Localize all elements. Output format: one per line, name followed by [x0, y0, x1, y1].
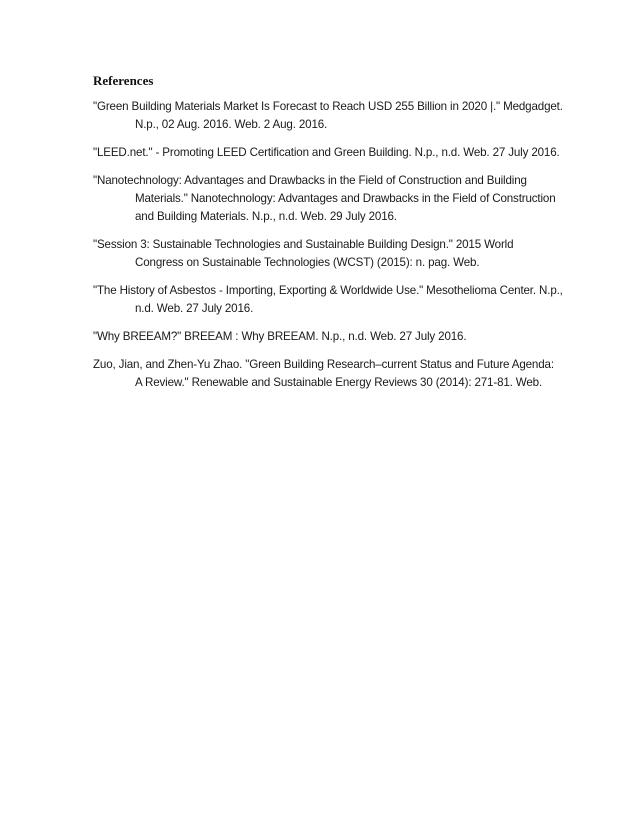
reference-list: [93, 98, 563, 392]
reference-entry-zuo-zhao: Zuo, Jian, and Zhen-Yu Zhao. "Green Building Research–current Status and Future Agenda: A Review." Renewable and Sustainable Energy Reviews 30 (2014): 271-81. Web.: [93, 358, 554, 389]
reference-entry-leed: "LEED.net." - Promoting LEED Certification and Green Building. N.p., n.d. Web. 27 July 2016.: [93, 146, 560, 159]
references-heading: References: [93, 73, 154, 88]
reference-entry-breeam: "Why BREEAM?" BREEAM : Why BREEAM. N.p., n.d. Web. 27 July 2016.: [93, 330, 467, 343]
reference-entry-nanotechnology: "Nanotechnology: Advantages and Drawbacks in the Field of Construction and Building Materials." Nanotechnology: Advantages and Drawbacks in the Field of Construction and Building Materials. N.p., n.d. Web. 29 July 2016.: [93, 174, 556, 223]
references-section: [93, 72, 563, 402]
reference-entry-asbestos: "The History of Asbestos - Importing, Exporting & Worldwide Use." Mesothelioma Center. N.p., n.d. Web. 27 July 2016.: [93, 284, 563, 315]
reference-entry-session-3: "Session 3: Sustainable Technologies and Sustainable Building Design." 2015 World Congress on Sustainable Technologies (WCST) (2015): n. pag. Web.: [93, 238, 514, 269]
reference-entry-medgadget: "Green Building Materials Market Is Forecast to Reach USD 255 Billion in 2020 |." Medgadget. N.p., 02 Aug. 2016. Web. 2 Aug. 2016.: [93, 100, 563, 131]
